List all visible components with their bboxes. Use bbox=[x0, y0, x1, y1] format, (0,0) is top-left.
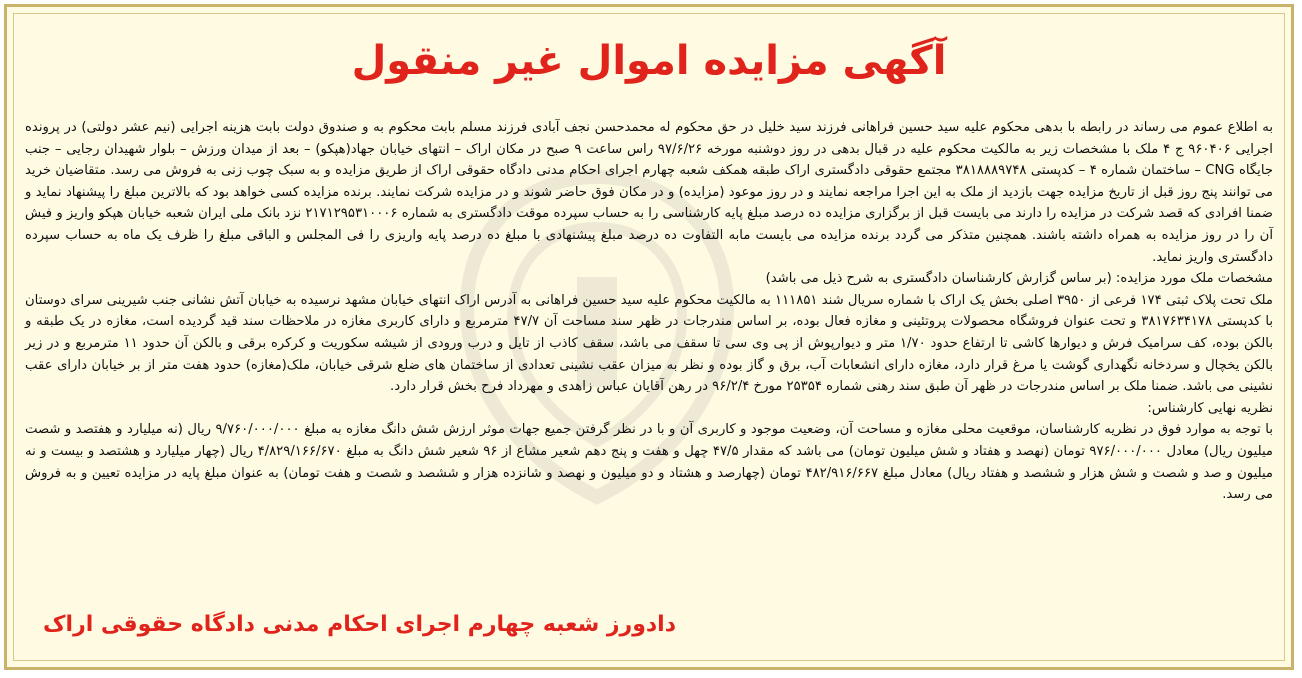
notice-frame bbox=[4, 4, 1294, 670]
expert-opinion-heading: نظریه نهایی کارشناس: bbox=[1147, 400, 1273, 416]
property-spec-heading: مشخصات ملک مورد مزایده: (بر ساس گزارش کارشناسان دادگستری به شرح ذیل می باشد) bbox=[765, 271, 1273, 287]
notice-body bbox=[25, 117, 1273, 506]
intro-paragraph: به اطلاع عموم می رساند در رابطه با بدهی محکوم علیه سید حسین فراهانی فرزند سید خلیل در حق محکوم له محمدحسن نجف آبادی فرزند مسلم بابت محکوم به و صندوق دولت بابت هزینه اجرایی (نیم عشر دولتی) در پرونده اجرایی ۹۶۰۴۰۶ ج ۴ ملک با مشخصات زیر به مالکیت محکوم علیه در قبال بدهی در روز دوشنبه مورخه ۹۷/۶/۲۶ راس ساعت ۹ صبح در مکان اراک – انتهای خیابان جهاد(هپکو) – بعد از میدان ورزش – بلوار شهیدان رجایی – جنب جایگاه CNG – ساختمان شماره ۴ – کدپستی ۳۸۱۸۸۸۹۷۴۸ مجتمع حقوقی دادگستری اراک طبقه همکف شعبه چهارم اجرای احکام مدنی دادگاه حقوقی اراک از طریق مزایده و به سبک چوب زنی به فروش می رسد. متقاضیان خرید می توانند پنج روز قبل از تاریخ مزایده جهت بازدید از ملک به این اجرا مراجعه نمایند و در روز موعود (مزایده) و در مکان فوق حاضر شوند و در مزایده شرکت نمایند. برنده مزایده کسی خواهد بود که بالاترین مبلغ را پیشنهاد نماید و ضمنا افرادی که قصد شرکت در مزایده را دارند می بایست قبل از برگزاری مزایده ده درصد مبلغ پایه کارشناسی را به حساب سپرده موقت دادگستری به شماره ۲۱۷۱۲۹۵۳۱۰۰۰۶ نزد بانک ملی ایران شعبه خیابان هپکو واریز و فیش آن را در روز مزایده به همراه داشته باشند. همچنین متذکر می گردد برنده مزایده می بایست مابه التفاوت ده درصد مبلغ پیشنهادی با مبلغ ده درصد پایه واریزی را فی المجلس و الباقی مبلغ را ظرف یک ماه به حساب سپرده دادگستری واریز نماید. bbox=[25, 120, 1274, 265]
expert-opinion-paragraph: با توجه به موارد فوق در نظریه کارشناسان، موقعیت محلی مغازه و مساحت آن، وضعیت موجود و کاربری آن و با در نظر گرفتن جمیع جهات موثر ارزش شش دانگ مغازه به مبلغ ۹/۷۶۰/۰۰۰/۰۰۰ ریال (نه میلیارد و هفتصد و شصت میلیون ریال) معادل ۹۷۶/۰۰۰/۰۰۰ تومان (نهصد و هفتاد و شش میلیون تومان) می باشد که مقدار ۴۷/۵ چهل و هفت و پنج دهم شعیر مشاع از ۹۶ شعیر شش دانگ به مبلغ ۴/۸۲۹/۱۶۶/۶۷۰ ریال (چهار میلیارد و هشتصد و بیست و نه میلیون و صد و شصت و شش هزار و ششصد و هفتاد ریال) معادل مبلغ ۴۸۲/۹۱۶/۶۶۷ تومان (چهارصد و هشتاد و دو میلیون و نهصد و شانزده هزار و ششصد و شصت و هفت تومان) به عنوان مبلغ پایه در مزایده تعیین و به فروش می رسد. bbox=[25, 422, 1273, 503]
signature: دادورز شعبه چهارم اجرای احکام مدنی دادگاه حقوقی اراک bbox=[43, 612, 676, 637]
notice-title: آگهی مزایده اموال غیر منقول bbox=[351, 38, 947, 84]
property-description-paragraph: ملک تحت پلاک ثبتی ۱۷۴ فرعی از ۳۹۵۰ اصلی بخش یک اراک با شماره سریال شند ۱۱۱۸۵۱ به مالکیت محکوم علیه سید حسین فراهانی به آدرس اراک انتهای خیابان مشهد نرسیده به خیابان آتش نشانی جنب شیرینی سرای دوستان با کدپستی ۳۸۱۷۶۳۴۱۷۸ و تحت عنوان فروشگاه محصولات پروتئینی و مغازه فعال بوده، بر اساس مندرجات در ظهر سند مساحت آن ۴۷/۷ مترمربع و دارای کاربری مغازه در ملاحظات سند قید گردیده است، مغازه در یک طبقه و بالکن بوده، کف سرامیک فرش و دیوارها کاشی تا ارتفاع حدود ۱/۷۰ متر و دیوارپوش از پی وی سی تا سقف می باشد، سقف کاذب از تایل و درب ورودی از شیشه سکوریت و کرکره برقی و بالکن آن حدود ۱۱ مترمربع و در زیر بالکن یخچال و سردخانه نگهداری گوشت یا مرغ قرار دارد، مغازه دارای انشعابات آب، برق و گاز بوده و نظر به میزان عقب نشینی تعدادی از ساختمان های ضلع شرقی خیابان، ملک(مغازه) حدود هفت متر از بر خیابان دارای عقب نشینی می باشد. ضمنا ملک بر اساس مندرجات در ظهر آن طبق سند رهنی شماره ۲۵۳۵۴ مورخ ۹۶/۲/۴ در رهن آقایان عباس زاهدی و مهرداد فرح بخش قرار دارد. bbox=[25, 292, 1274, 395]
